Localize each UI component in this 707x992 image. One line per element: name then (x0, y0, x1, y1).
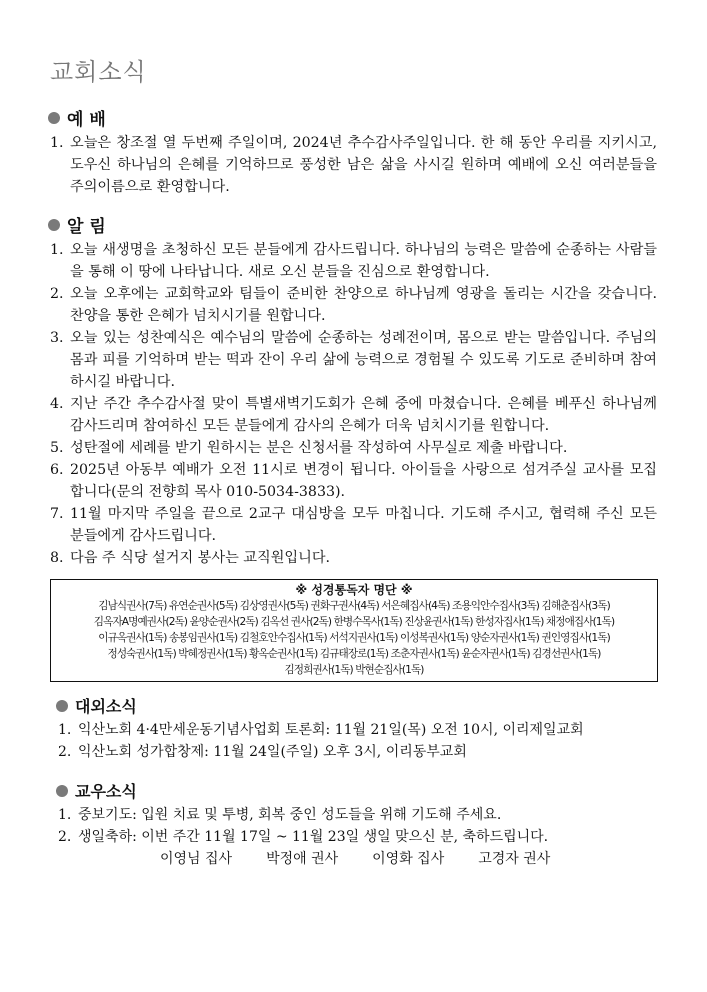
item-number: 1. (58, 722, 72, 738)
bible-readers-line: 김남식권사(7독) 유연순권사(5독) 김상영권사(5독) 권화구권사(4독) 서은혜집사(4독) 조용익안수집사(3독) 김해춘집사(3독) (98, 600, 610, 612)
item-text: 다음 주 식당 설거지 봉사는 교직원입니다. (70, 550, 331, 566)
list-item (48, 503, 657, 547)
bible-readers-title: ※ 성경통독자 명단 ※ (295, 583, 413, 597)
item-number: 3. (50, 330, 64, 346)
item-text: 오늘 있는 성찬예식은 예수님의 말씀에 순종하는 성례전이며, 몸으로 받는 말씀입니다. 주님의 몸과 피를 기억하며 받는 떡과 잔이 우리 삶에 능력으로 경험될 수 있도록 기도로 준비하며 참여하시길 바랍니다. (70, 330, 657, 390)
item-number: 2. (58, 744, 72, 760)
notices-list (48, 239, 657, 569)
item-text: 지난 주간 추수감사절 맞이 특별새벽기도회가 은혜 중에 마쳤습니다. 은혜를 베푸신 하나님께 감사드리며 참여하신 모든 분들에게 감사의 은혜가 더욱 넘치시기를 원합니다. (70, 396, 657, 434)
item-number: 2. (50, 286, 64, 302)
members-list (56, 804, 657, 848)
external-news-section (56, 694, 657, 763)
worship-heading-label: 예 배 (67, 110, 106, 130)
worship-list (48, 132, 657, 198)
external-list (56, 719, 657, 763)
item-number: 7. (50, 506, 64, 522)
bible-readers-line: 이규옥권사(1독) 송봉임권사(1독) 김철호안수집사(1독) 서석지권사(1독) 이성복권사(1독) 양순자권사(1독) 권인영집사(1독) (98, 632, 610, 644)
page-title: 교회소식 (50, 58, 147, 86)
item-number: 8. (50, 550, 64, 566)
worship-heading (48, 105, 657, 130)
item-text: 오늘 새생명을 초청하신 모든 분들에게 감사드립니다. 하나님의 능력은 말씀에 순종하는 사람들을 통해 이 땅에 나타납니다. 새로 오신 분들을 진심으로 환영합니다. (70, 242, 657, 280)
item-text: 익산노회 성가합창제: 11월 24일(주일) 오후 3시, 이리동부교회 (78, 744, 467, 760)
item-number: 4. (50, 396, 64, 412)
item-number: 2. (58, 829, 72, 845)
birthday-name: 이영화 집사 (372, 851, 445, 867)
bullet-dot-icon (56, 785, 68, 797)
list-item (56, 804, 657, 826)
item-number: 5. (50, 440, 64, 456)
item-text: 중보기도: 입원 치료 및 투병, 회복 중인 성도들을 위해 기도해 주세요. (78, 807, 502, 823)
bible-readers-line: 김옥자A명예권사(2독) 윤양순권사(2독) 김옥선 권사(2독) 한병수목사(1독) 진상윤권사(1독) 한성자집사(1독) 채정애집사(1독) (93, 616, 615, 628)
item-text: 11월 마지막 주일을 끝으로 2교구 대심방을 모두 마칩니다. 기도해 주시고, 협력해 주신 모든 분들에게 감사드립니다. (70, 506, 657, 544)
birthday-name: 박정애 권사 (266, 851, 339, 867)
item-number: 1. (50, 135, 64, 151)
list-item (48, 283, 657, 327)
item-text: 오늘 오후에는 교회학교와 팀들이 준비한 찬양으로 하나님께 영광을 돌리는 시간을 갖습니다. 찬양을 통한 은혜가 넘치시기를 원합니다. (70, 286, 657, 324)
notices-section (48, 212, 657, 569)
list-item (48, 239, 657, 283)
item-number: 1. (58, 807, 72, 823)
list-item (48, 132, 657, 198)
external-heading-label: 대외소식 (75, 697, 137, 716)
item-number: 6. (50, 462, 64, 478)
birthday-name: 고경자 권사 (478, 851, 551, 867)
bullet-dot-icon (48, 112, 60, 124)
item-text: 익산노회 4·4만세운동기념사업회 토론회: 11월 21일(목) 오전 10시, 이리제일교회 (78, 722, 584, 738)
list-item (56, 741, 657, 763)
birthday-names (56, 848, 657, 870)
external-heading (56, 694, 657, 717)
list-item (48, 547, 657, 569)
notices-heading-label: 알 림 (67, 217, 106, 237)
item-text: 오늘은 창조절 열 두번째 주일이며, 2024년 추수감사주일입니다. 한 해 동안 우리를 지키시고, 도우신 하나님의 은혜를 기억하므로 풍성한 남은 삶을 사시길 원하며 예배에 오신 여러분들을 주의이름으로 환영합니다. (70, 135, 657, 195)
list-item (48, 437, 657, 459)
list-item (48, 459, 657, 503)
member-news-section (56, 779, 657, 870)
list-item (56, 719, 657, 741)
birthday-name: 이영님 집사 (160, 851, 233, 867)
bible-readers-line: 정성숙권사(1독) 박혜정권사(1독) 황옥순권사(1독) 김규태장로(1독) 조춘자권사(1독) 윤순자권사(1독) 김경선권사(1독) (107, 648, 601, 660)
bullet-dot-icon (48, 219, 60, 231)
bible-readers-line: 김정희권사(1독) 박현순집사(1독) (284, 664, 424, 676)
list-item (48, 327, 657, 393)
bullet-dot-icon (56, 700, 68, 712)
bible-readers-box (50, 579, 658, 682)
notices-heading (48, 212, 657, 237)
members-heading-label: 교우소식 (75, 782, 137, 801)
item-text: 생일축하: 이번 주간 11월 17일 ~ 11월 23일 생일 맞으신 분, 축하드립니다. (78, 829, 549, 845)
item-number: 1. (50, 242, 64, 258)
item-text: 2025년 아동부 예배가 오전 11시로 변경이 됩니다. 아이들을 사랑으로 섬겨주실 교사를 모집합니다(문의 전향희 목사 010-5034-3833). (70, 462, 657, 500)
list-item (48, 393, 657, 437)
worship-section (48, 105, 657, 198)
item-text: 성탄절에 세례를 받기 원하시는 분은 신청서를 작성하여 사무실로 제출 바랍니다. (70, 440, 568, 456)
list-item (56, 826, 657, 848)
members-heading (56, 779, 657, 802)
